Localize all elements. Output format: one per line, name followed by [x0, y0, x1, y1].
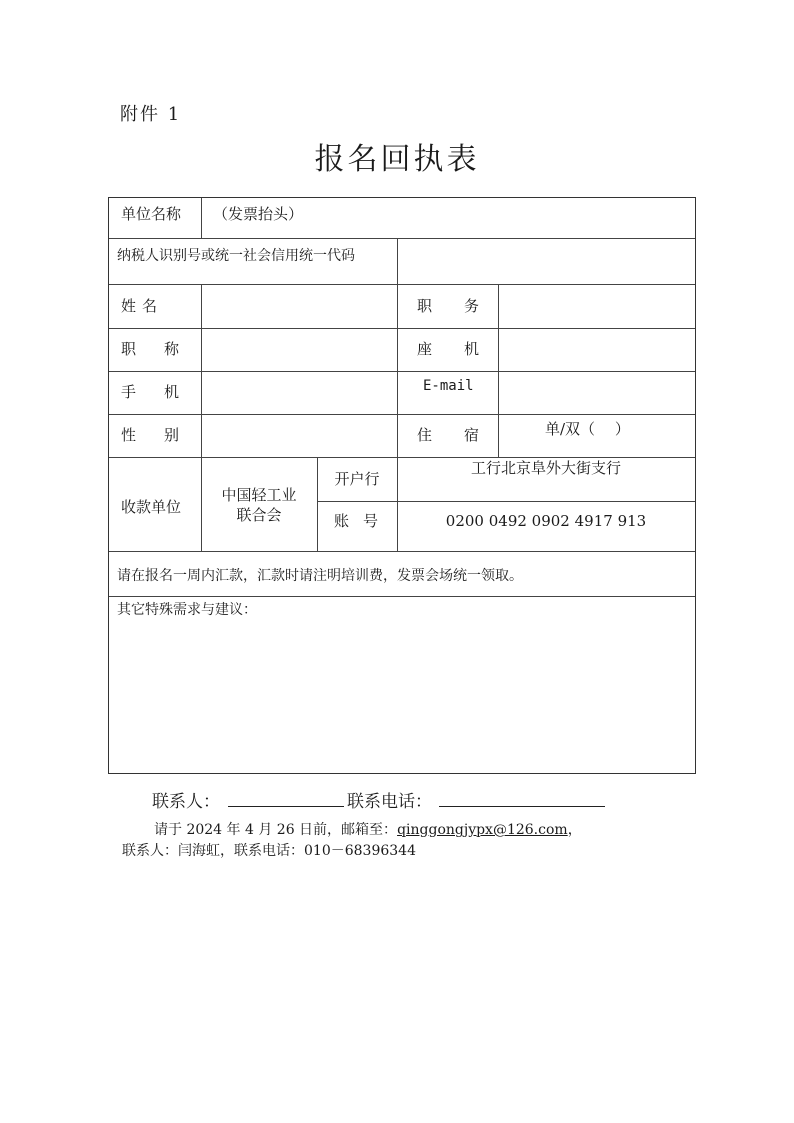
- position-label: [417, 299, 479, 314]
- bank-value: 工行北京阜外大街支行: [470, 459, 621, 477]
- lodging-label: [417, 428, 479, 443]
- col-divider: [201, 198, 202, 238]
- account-label-char-2: 号: [362, 512, 378, 530]
- contact-underline[interactable]: [228, 806, 344, 807]
- title-label-char-1: 职: [121, 340, 137, 358]
- name-label-char-1: 姓: [121, 297, 137, 315]
- unit-name-field[interactable]: （发票抬头）: [213, 205, 304, 223]
- attachment-label: 附件 1: [120, 104, 182, 125]
- mobile-label-char-1: 手: [121, 383, 137, 401]
- landline-label: [417, 342, 479, 357]
- row-divider: [109, 551, 695, 552]
- title-label-char-2: 称: [163, 340, 179, 358]
- row-divider: [109, 457, 695, 458]
- account-value: 0200 0492 0902 4917 913: [445, 512, 647, 530]
- bank-label: 开户行: [334, 470, 380, 488]
- other-requests-label: 其它特殊需求与建议：: [117, 602, 257, 618]
- landline-label-char-1: 座: [417, 340, 433, 358]
- gender-field[interactable]: [205, 418, 393, 454]
- row-divider: [109, 596, 695, 597]
- row-divider: [109, 328, 695, 329]
- payment-note: 请在报名一周内汇款，汇款时请注明培训费，发票会场统一领取。: [117, 568, 523, 584]
- name-label-char-2: 名: [141, 297, 157, 315]
- landline-field[interactable]: [502, 332, 690, 368]
- unit-name-label: 单位名称: [121, 205, 182, 223]
- gender-label-char-1: 性: [121, 426, 137, 444]
- landline-label-char-2: 机: [463, 340, 479, 358]
- account-label-char-1: 账: [334, 512, 350, 530]
- phone-underline[interactable]: [439, 806, 605, 807]
- payee-label: 收款单位: [121, 498, 182, 516]
- tax-id-field[interactable]: [401, 242, 691, 280]
- col-divider: [397, 284, 398, 457]
- page-title: 报名回执表: [314, 142, 480, 177]
- contact-info: 联系人：闫海虹，联系电话：010－68396344: [122, 843, 416, 859]
- title-label: [121, 342, 179, 357]
- name-field[interactable]: [205, 288, 393, 324]
- mobile-field[interactable]: [205, 375, 393, 411]
- account-label: [334, 514, 378, 529]
- gender-label: [121, 428, 179, 443]
- email-link[interactable]: qinggongjypx@126.com: [397, 822, 568, 838]
- lodging-label-char-1: 住: [417, 426, 433, 444]
- payee-name-line1: 中国轻工业: [221, 486, 297, 504]
- registration-form: [108, 197, 696, 774]
- tax-id-label: 纳税人识别号或统一社会信用统一代码: [117, 248, 355, 264]
- mobile-label-char-2: 机: [163, 383, 179, 401]
- position-label-char-2: 务: [463, 297, 479, 315]
- email-label: E-mail: [423, 378, 474, 394]
- row-divider: [317, 501, 695, 502]
- deadline-punct: ，: [567, 822, 582, 838]
- name-label: [121, 299, 157, 314]
- deadline-note: [154, 819, 582, 839]
- row-divider: [109, 371, 695, 372]
- position-label-char-1: 职: [417, 297, 433, 315]
- row-divider: [109, 238, 695, 239]
- row-divider: [109, 414, 695, 415]
- other-requests-field[interactable]: [113, 622, 689, 768]
- lodging-choice[interactable]: 单/双（ ）: [545, 420, 630, 438]
- gender-label-char-2: 别: [163, 426, 179, 444]
- col-divider: [397, 238, 398, 284]
- title-field[interactable]: [205, 332, 393, 368]
- phone-label: 联系电话：: [347, 792, 432, 812]
- row-divider: [109, 284, 695, 285]
- deadline-text: 请于 2024 年 4 月 26 日前，邮箱至：: [154, 822, 398, 838]
- mobile-label: [121, 385, 179, 400]
- payee-name-line2: 联合会: [236, 506, 282, 524]
- email-field[interactable]: [502, 375, 690, 411]
- col-divider: [498, 284, 499, 457]
- position-field[interactable]: [502, 288, 690, 324]
- lodging-label-char-2: 宿: [463, 426, 479, 444]
- contact-label: 联系人：: [152, 792, 220, 812]
